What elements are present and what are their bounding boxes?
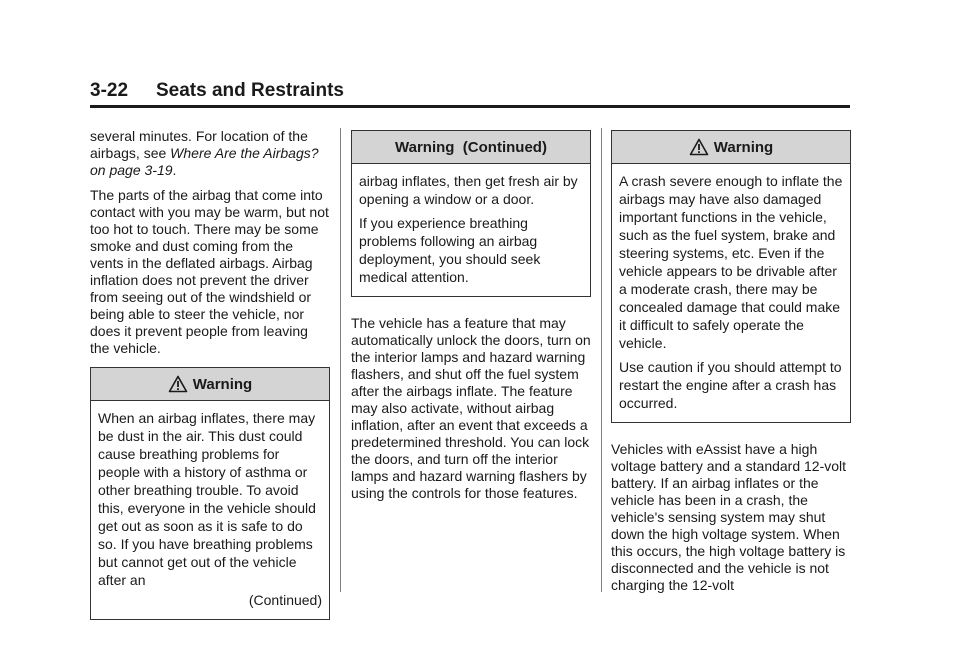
warning-header [612,131,850,164]
column-divider [340,128,341,592]
cross-reference: Where Are the Airbags? on page 3-19 [90,145,319,178]
paragraph-text: . [172,162,177,178]
column-divider [601,128,602,592]
page-header [90,80,850,108]
paragraph: Vehicles with eAssist have a high voltage battery and a standard 12-volt battery. If an airbag inflates or the vehicle has been in a crash, the vehicle's sensing system may shut down the high voltage system. When this occurs, the high voltage battery is disconnected and the vehicle is not charging the 12-volt [611,441,847,593]
warning-box [351,130,591,297]
paragraph: The parts of the airbag that come into contact with you may be warm, but not too hot to touch. There may be some smoke and dust coming from the vents in the deflated airbags. Airbag inflation does not prevent the driver from seeing out of the windshield or being able to steer the vehicle, nor does it prevent people from leaving the vehicle. [90,187,329,356]
paragraph-text: several minutes. For location of the airbags, see [90,128,308,161]
warning-text: airbag inflates, then get fresh air by opening a window or a door. [359,173,578,207]
warning-triangle-icon [689,138,709,156]
warning-body [352,164,590,296]
warning-text: If you experience breathing problems following an airbag deployment, you should seek medical attention. [359,215,541,285]
warning-title: Warning [713,138,774,156]
warning-text: When an airbag inflates, there may be dust in the air. This dust could cause breathing problems for people with a history of asthma or other breathing trouble. To avoid this, everyone in the vehicle should get out as soon as it is safe to do so. If you have breathing problems but cannot get out of the vehicle after an [98,410,316,588]
paragraph [90,128,330,179]
header-rule [90,105,850,108]
warning-box [611,130,851,423]
warning-title: Warning [192,375,253,393]
column-3 [611,130,851,602]
section-title: Seats and Restraints [156,80,344,101]
paragraph: The vehicle has a feature that may automatically unlock the doors, turn on the interior lamps and hazard warning flashers, and shut off the fuel system after the airbags inflate. The feature may also activate, without airbag inflation, after an event that exceeds a predetermined threshold. You can lock the doors, and turn off the interior lamps and hazard warning flashers by using the controls for those features. [351,315,591,501]
warning-text: A crash severe enough to inflate the airbags may have also damaged important functions in the vehicle, such as the fuel system, brake and steering systems, etc. Even if the vehicle appears to be drivable after a moderate crash, there may be concealed damage that could make it difficult to safely operate the vehicle. [619,173,843,351]
warning-title: Warning (Continued) [395,138,547,156]
warning-text: Use caution if you should attempt to restart the engine after a crash has occurred. [619,359,842,411]
page-number: 3-22 [90,80,129,101]
column-1 [90,128,330,632]
continued-label: (Continued) [248,592,322,608]
warning-body [612,164,850,422]
warning-header [91,368,329,401]
warning-triangle-icon [168,375,188,393]
warning-header [352,131,590,164]
column-2 [351,130,591,510]
warning-body [91,401,329,619]
warning-box [90,367,330,620]
